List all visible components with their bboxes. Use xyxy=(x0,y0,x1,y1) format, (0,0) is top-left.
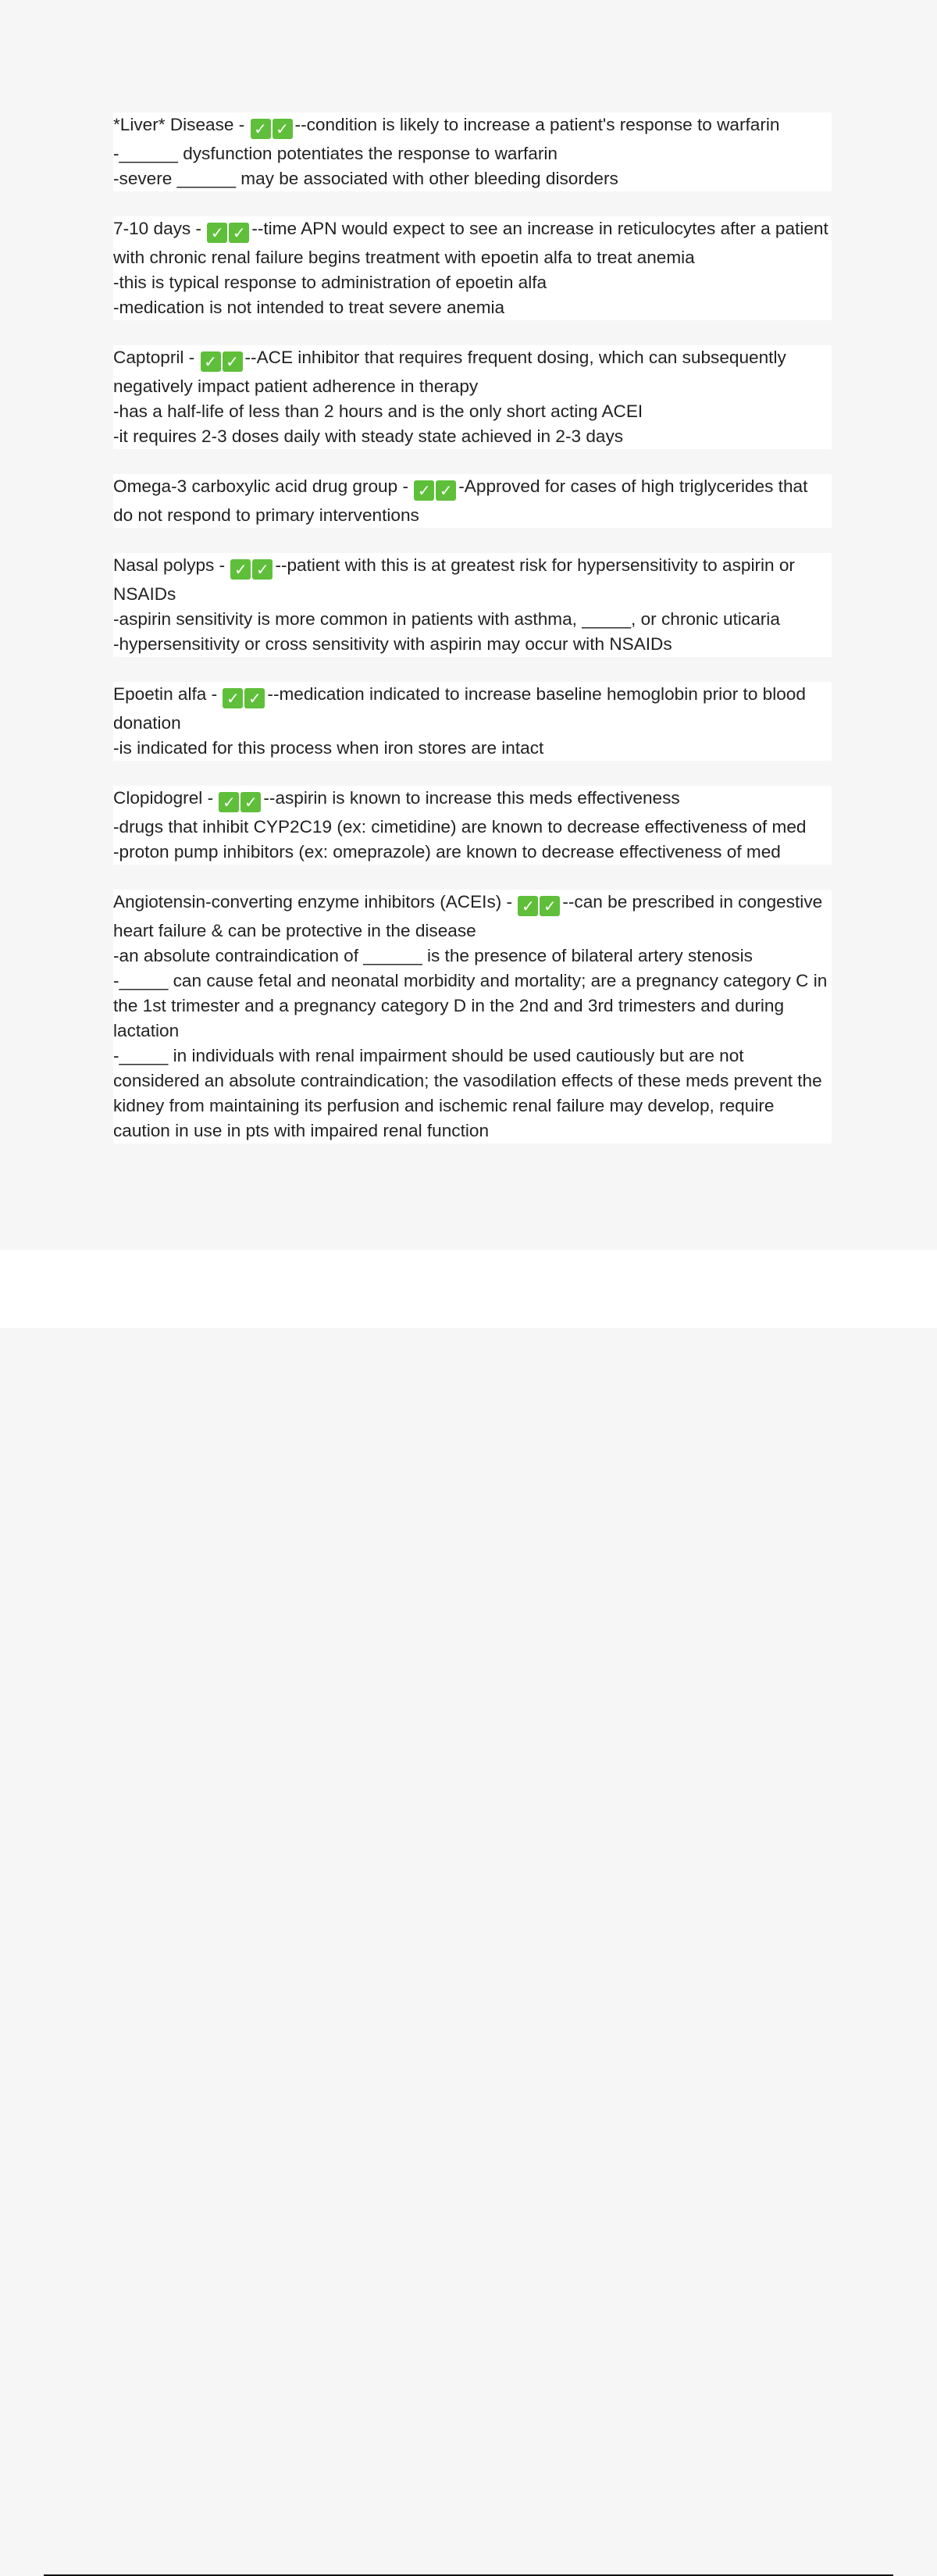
flashcard-main-line xyxy=(113,345,832,399)
flashcard-definition: --can be prescribed in congestive heart failure & can be protective in the disease xyxy=(113,892,828,940)
flashcard-term: Epoetin alfa - xyxy=(113,684,218,704)
flashcard-term: Nasal polyps - xyxy=(113,555,226,575)
check-marks xyxy=(251,116,294,141)
green-check-box-icon: ✓ xyxy=(219,792,239,812)
flashcard-main-line xyxy=(113,553,832,607)
flashcard-entry xyxy=(113,682,832,761)
flashcard-entry xyxy=(113,890,832,1144)
flashcard-main-line xyxy=(113,682,832,736)
flashcard-definition: --condition is likely to increase a patient's response to warfarin xyxy=(294,115,780,134)
green-check-box-icon: ✓ xyxy=(436,480,456,501)
flashcard-definition: --time APN would expect to see an increase in reticulocytes after a patient with chronic renal failure begins treatment with epoetin alfa to treat anemia xyxy=(113,219,834,267)
green-check-box-icon: ✓ xyxy=(244,688,265,708)
page-footer-area xyxy=(0,1250,937,1328)
flashcard-note: -is indicated for this process when iron stores are intact xyxy=(113,736,832,761)
green-check-box-icon: ✓ xyxy=(201,351,221,372)
flashcard-note: -medication is not intended to treat severe anemia xyxy=(113,295,832,320)
flashcard-note: -it requires 2-3 doses daily with steady state achieved in 2-3 days xyxy=(113,424,832,449)
green-check-box-icon: ✓ xyxy=(223,688,243,708)
flashcard-entry xyxy=(113,786,832,865)
document-page xyxy=(0,0,937,1250)
green-check-box-icon: ✓ xyxy=(518,896,538,916)
flashcard-definition: --aspirin is known to increase this meds effectiveness xyxy=(263,788,680,808)
flashcard-note: -this is typical response to administration of epoetin alfa xyxy=(113,270,832,295)
flashcard-note: -hypersensitivity or cross sensitivity with aspirin may occur with NSAIDs xyxy=(113,632,832,657)
flashcard-note: -proton pump inhibitors (ex: omeprazole) are known to decrease effectiveness of med xyxy=(113,840,832,865)
flashcard-term: 7-10 days - xyxy=(113,219,202,238)
flashcard-entry xyxy=(113,345,832,449)
flashcard-entry xyxy=(113,216,832,320)
check-marks xyxy=(518,894,561,919)
green-check-box-icon: ✓ xyxy=(252,559,273,580)
flashcard-note: -an absolute contraindication of ______ is the presence of bilateral artery stenosis xyxy=(113,944,832,969)
check-marks xyxy=(223,686,266,711)
flashcard-note: -_____ can cause fetal and neonatal morbidity and mortality; are a pregnancy category C in the 1st trimester and a pregnancy category D in the 2nd and 3rd trimesters and during lactation xyxy=(113,969,832,1044)
green-check-box-icon: ✓ xyxy=(273,119,293,139)
flashcard-term: *Liver* Disease - xyxy=(113,115,245,134)
flashcard-main-line xyxy=(113,890,832,944)
check-marks xyxy=(207,220,251,245)
flashcard-entry xyxy=(113,474,832,528)
flashcard-term: Angiotensin-converting enzyme inhibitors (ACEIs) - xyxy=(113,892,513,912)
flashcard-definition: --ACE inhibitor that requires frequent dosing, which can subsequently negatively impact patient adherence in therapy xyxy=(113,348,792,396)
flashcard-note: -drugs that inhibit CYP2C19 (ex: cimetidine) are known to decrease effectiveness of med xyxy=(113,815,832,840)
green-check-box-icon: ✓ xyxy=(207,223,227,243)
flashcard-note: -severe ______ may be associated with other bleeding disorders xyxy=(113,166,832,191)
flashcard-main-line xyxy=(113,786,832,815)
flashcard-note: -______ dysfunction potentiates the response to warfarin xyxy=(113,141,832,166)
green-check-box-icon: ✓ xyxy=(230,559,251,580)
green-check-box-icon: ✓ xyxy=(540,896,560,916)
green-check-box-icon: ✓ xyxy=(251,119,271,139)
flashcard-note: -aspirin sensitivity is more common in patients with asthma, _____, or chronic uticaria xyxy=(113,607,832,632)
check-marks xyxy=(201,349,244,374)
green-check-box-icon: ✓ xyxy=(229,223,249,243)
flashcard-main-line xyxy=(113,474,832,528)
flashcard-definition: --medication indicated to increase baseline hemoglobin prior to blood donation xyxy=(113,684,811,733)
check-marks xyxy=(230,557,274,582)
flashcard-main-line xyxy=(113,216,832,270)
check-marks xyxy=(414,478,458,503)
flashcard-term: Captopril - xyxy=(113,348,195,367)
flashcard-main-line xyxy=(113,112,832,141)
flashcard-definition: --patient with this is at greatest risk for hypersensitivity to aspirin or NSAIDs xyxy=(113,555,800,604)
flashcard-entry xyxy=(113,553,832,657)
flashcard-list xyxy=(113,112,832,1168)
green-check-box-icon: ✓ xyxy=(240,792,261,812)
green-check-box-icon: ✓ xyxy=(414,480,434,501)
flashcard-note: -has a half-life of less than 2 hours and is the only short acting ACEI xyxy=(113,399,832,424)
flashcard-definition: -Approved for cases of high triglycerides that do not respond to primary interventions xyxy=(113,476,813,525)
flashcard-term: Omega-3 carboxylic acid drug group - xyxy=(113,476,408,496)
flashcard-note: -_____ in individuals with renal impairment should be used cautiously but are not considered an absolute contraindication; the vasodilation effects of these meds prevent the kidney from maintaining its perfusion and ischemic renal failure may develop, require caution in use in pts with impaired renal function xyxy=(113,1044,832,1144)
green-check-box-icon: ✓ xyxy=(223,351,243,372)
check-marks xyxy=(219,790,262,815)
flashcard-term: Clopidogrel - xyxy=(113,788,214,808)
flashcard-entry xyxy=(113,112,832,191)
